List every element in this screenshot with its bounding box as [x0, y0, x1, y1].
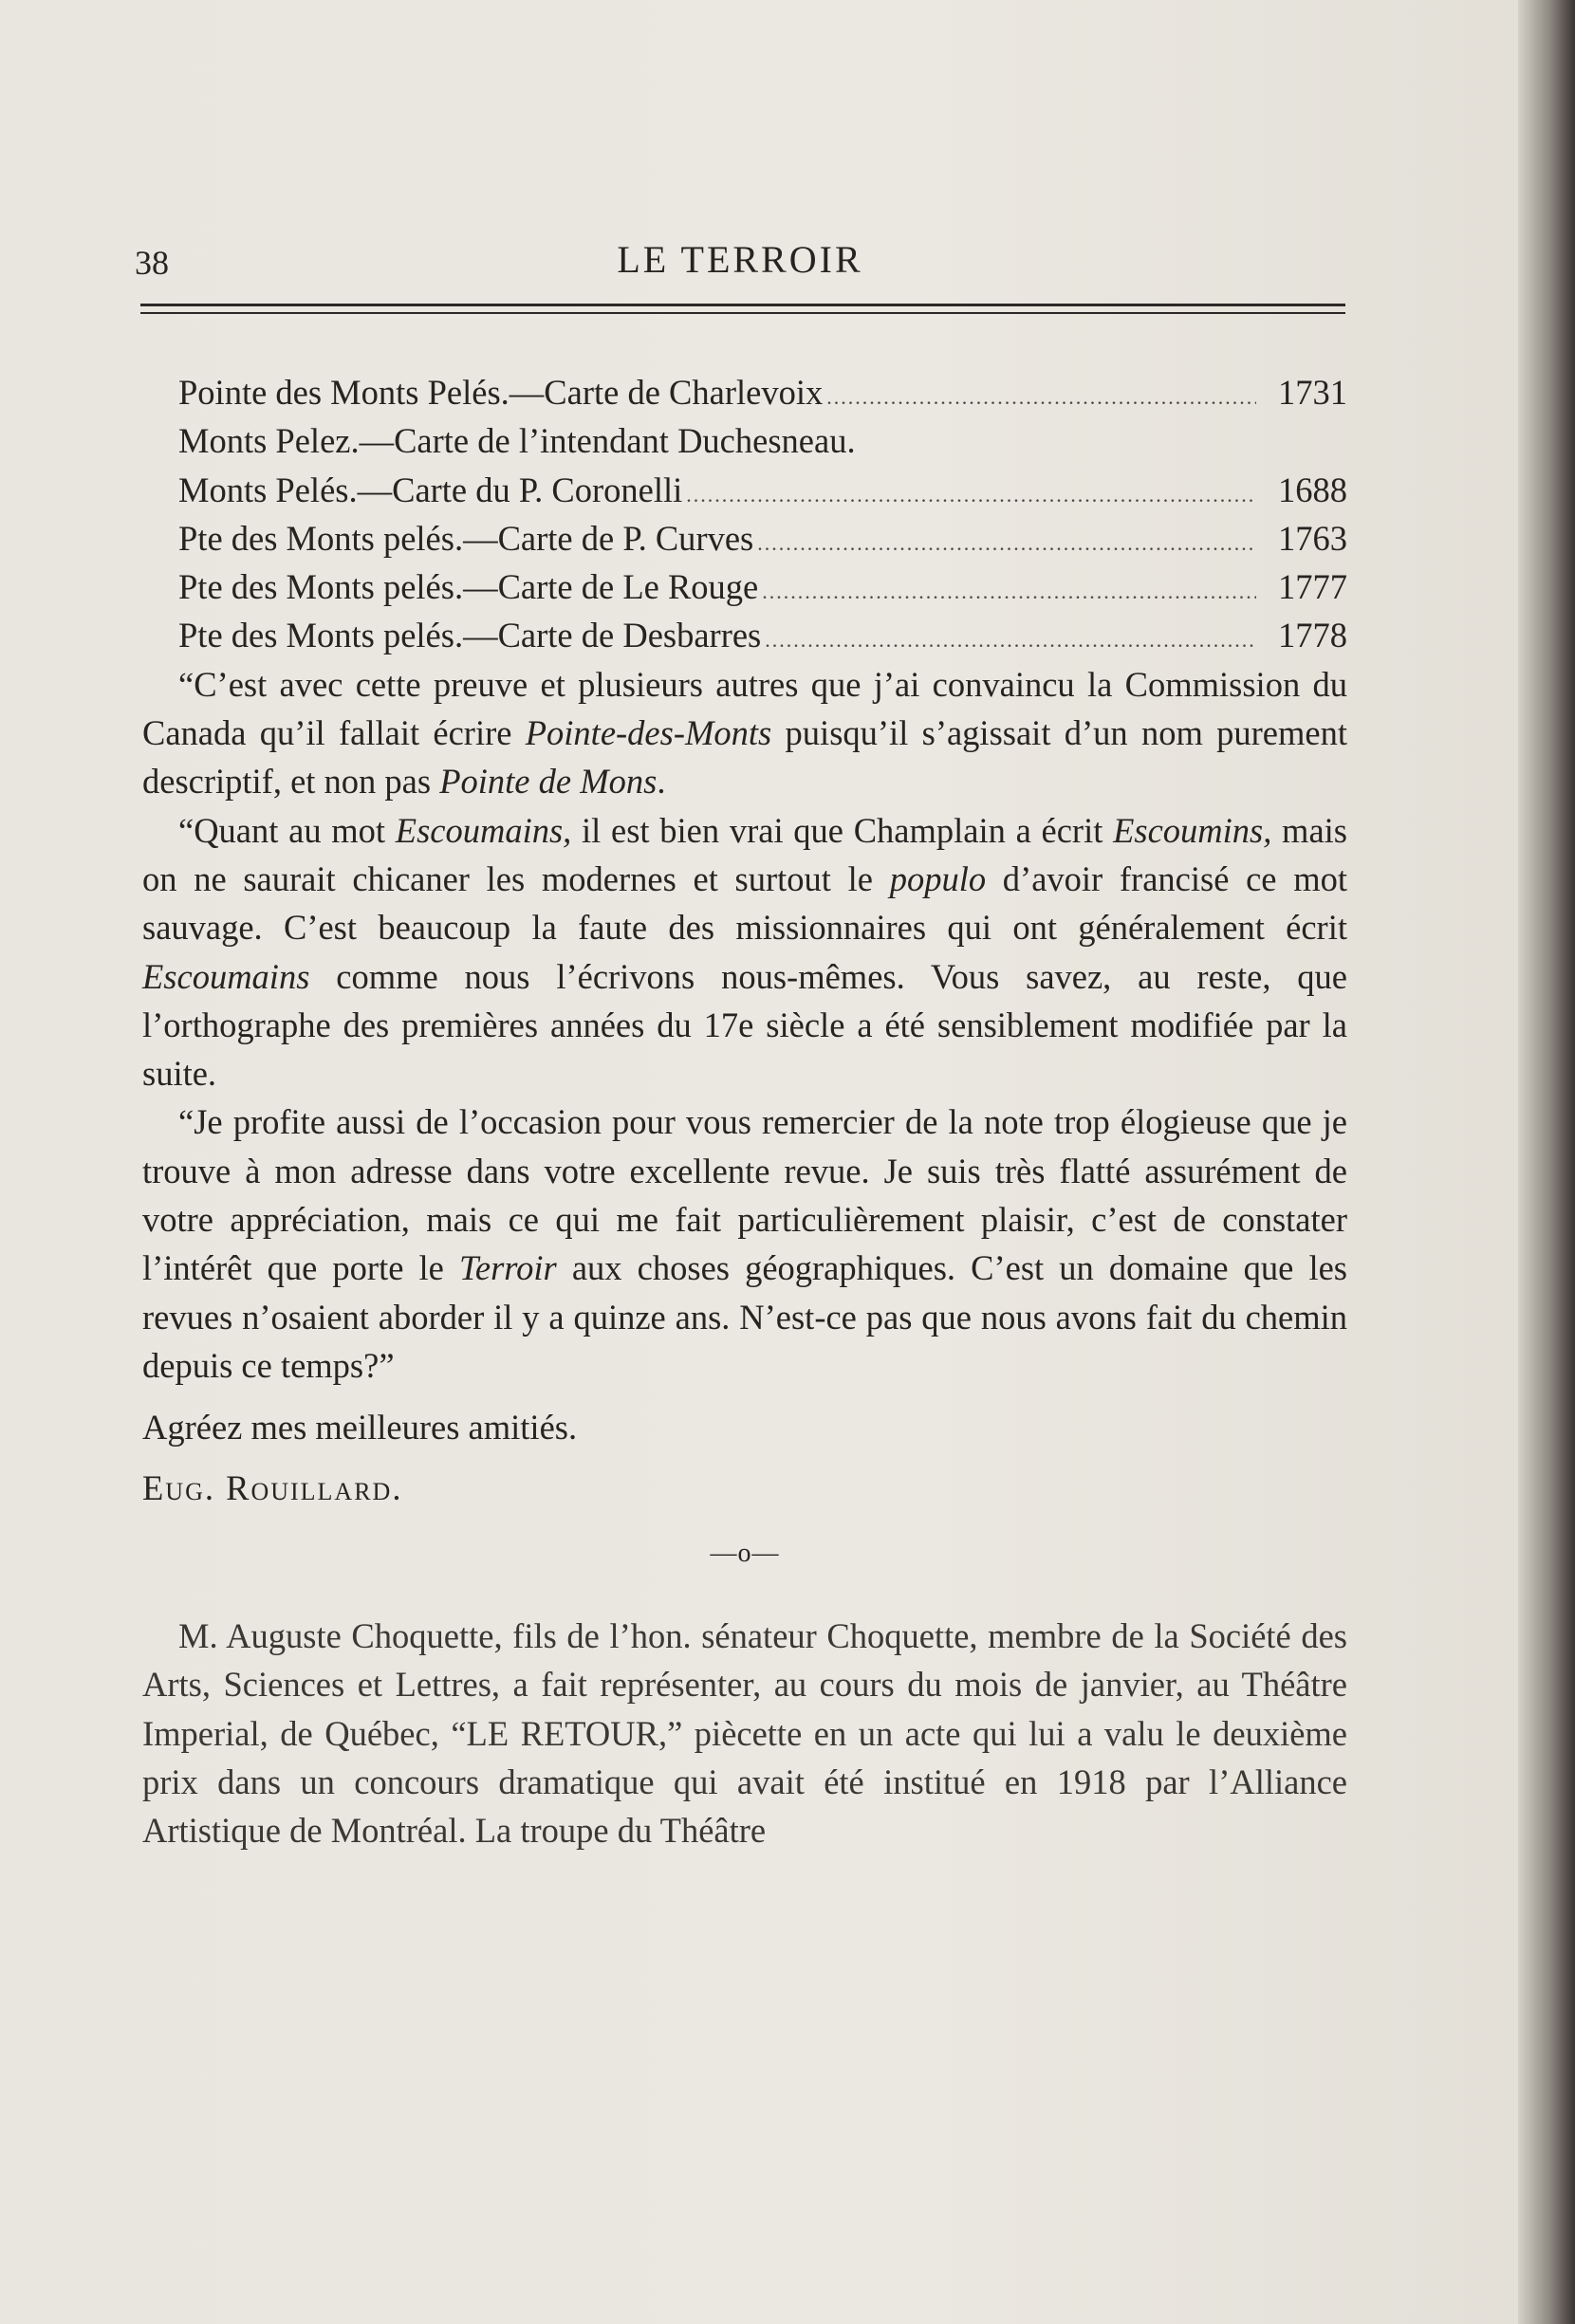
map-entry-text: Pte des Monts pelés.—Carte de Desbarres — [178, 616, 762, 655]
paragraph-escoumains: “Quant au mot Escoumains, il est bien vrai que Champlain a écrit Escoumins, mais on ne saurait chicaner les modernes et surtout le populo d’avoir francisé ce mot sauvage. C’est beaucoup la faute des missionnaires qui ont généralement écrit Escoumains comme nous l’écrivons nous-mêmes. Vous savez, au reste, que l’orthographe des premières années du 17e siècle a été sensiblement modifiée par la suite. — [142, 810, 1347, 1094]
dot-leader — [686, 466, 1256, 519]
map-list-item — [178, 611, 1347, 659]
paragraph-remerciement: “Je profite aussi de l’occasion pour vous remercier de la note trop élogieuse que je trouve à mon adresse dans votre excellente revue. Je suis très flatté assurément de votre appréciation, mais ce qui me fait particulièrement plaisir, c’est de constater l’intérêt que porte le Terroir aux choses géographiques. C’est un domaine que les revues n’osaient aborder il y a quinze ans. N’est-ce pas que nous avons fait du chemin depuis ce temps?” — [142, 1102, 1347, 1385]
page-header — [133, 237, 1347, 294]
map-entry-year: 1777 — [1278, 567, 1347, 607]
map-list-item — [178, 368, 1347, 416]
dot-leader — [765, 611, 1256, 664]
header-rule-bottom — [140, 312, 1345, 314]
closing-line: Agréez mes meilleures amitiés. — [142, 1408, 578, 1448]
map-list-item — [178, 563, 1347, 611]
signature: Eug. Rouillard. — [142, 1467, 403, 1507]
page-body — [142, 368, 1347, 1855]
map-entry-text: Pointe des Monts Pelés.—Carte de Charlevoix — [178, 373, 824, 412]
dot-leader — [826, 368, 1256, 421]
map-list-item — [178, 466, 1347, 514]
map-entry-text: Pte des Monts pelés.—Carte de P. Curves — [178, 518, 754, 558]
dot-leader — [762, 563, 1256, 616]
map-entry-text: Monts Pelez.—Carte de l’intendant Duchesneau. — [178, 421, 856, 461]
map-entry-year: 1731 — [1278, 373, 1347, 412]
map-list — [142, 368, 1347, 660]
paragraph-pointe-des-monts: “C’est avec cette preuve et plusieurs autres que j’ai convaincu la Commission du Canada qu’il fallait écrire Pointe-des-Monts puisqu’il s’agissait d’un nom purement descriptif, et non pas Pointe de Mons. — [142, 664, 1347, 802]
map-entry-year: 1688 — [1278, 470, 1347, 509]
header-rule-top — [140, 304, 1345, 306]
map-entry-text: Monts Pelés.—Carte du P. Coronelli — [178, 470, 683, 509]
map-list-item — [178, 416, 1347, 465]
page-edge-shadow — [1518, 0, 1575, 2324]
dot-leader — [757, 514, 1256, 567]
page-number: 38 — [135, 244, 169, 282]
paragraph-choquette: M. Auguste Choquette, fils de l’hon. sénateur Choquette, membre de la Société des Arts, Sciences et Lettres, a fait représenter, au cours du mois de janvier, au Théâtre Imperial, de Québec, “LE RETOUR,” piècette en un acte qui lui a valu le deuxième prix dans un concours dramatique qui avait été institué en 1918 par l’Alliance Artistique de Montréal. La troupe du Théâtre — [142, 1616, 1347, 1851]
running-title: LE TERROIR — [617, 238, 863, 281]
map-list-item — [178, 514, 1347, 563]
map-entry-year: 1763 — [1278, 518, 1347, 558]
map-entry-year: 1778 — [1278, 616, 1347, 655]
section-separator: —o— — [710, 1538, 780, 1568]
map-entry-text: Pte des Monts pelés.—Carte de Le Rouge — [178, 567, 759, 607]
